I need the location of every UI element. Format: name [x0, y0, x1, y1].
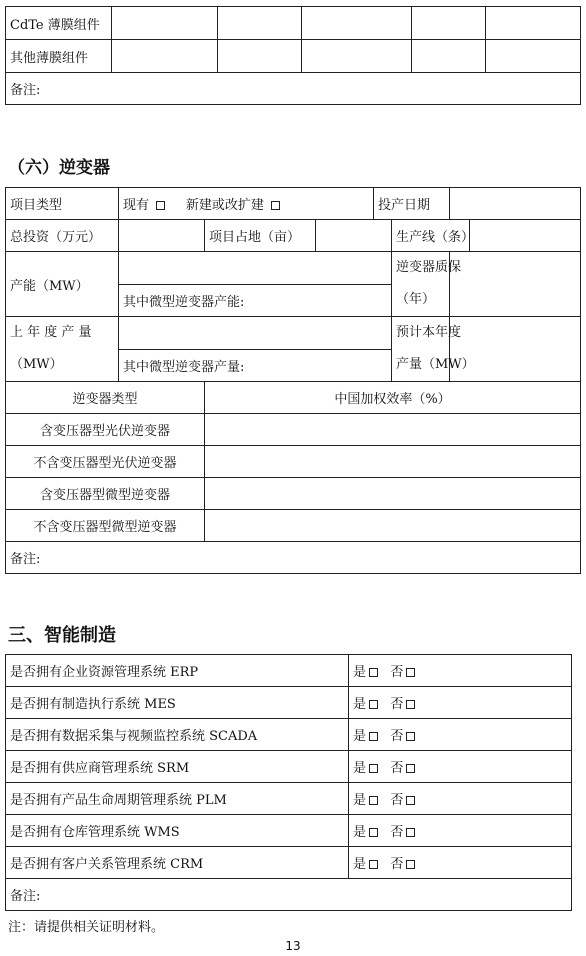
table-row — [6, 317, 581, 350]
yes-checkbox[interactable] — [369, 828, 378, 837]
warranty-label-line2: （年） — [396, 292, 436, 307]
new-or-expand-label: 新建或改扩建 — [185, 198, 264, 213]
system-question-label: 是否拥有供应商管理系统 SRM — [6, 751, 349, 783]
remark-label[interactable]: 备注: — [6, 73, 581, 105]
table-cell[interactable] — [486, 7, 581, 40]
yes-checkbox[interactable] — [369, 764, 378, 773]
table-cell[interactable] — [112, 40, 218, 73]
micro-capacity-label[interactable]: 其中微型逆变器产能: — [119, 284, 392, 317]
no-checkbox[interactable] — [406, 732, 415, 741]
table-row — [6, 478, 581, 510]
table-cell[interactable] — [218, 7, 302, 40]
table-row — [6, 40, 581, 73]
system-question-label: 是否拥有企业资源管理系统 ERP — [6, 655, 349, 687]
table-row — [6, 510, 581, 542]
inverter-type-label: 不含变压器型光伏逆变器 — [6, 446, 205, 478]
no-checkbox[interactable] — [406, 668, 415, 677]
spacer — [378, 857, 390, 872]
system-question-label: 是否拥有客户关系管理系统 CRM — [6, 847, 349, 879]
yes-no-options — [349, 719, 572, 751]
new-or-expand-checkbox[interactable] — [271, 201, 280, 210]
footnote: 注：请提供相关证明材料。 — [8, 920, 165, 935]
forecast-label-line2: 产量（MW） — [396, 357, 475, 372]
yes-checkbox[interactable] — [369, 732, 378, 741]
system-question-label: 是否拥有数据采集与视频监控系统 SCADA — [6, 719, 349, 751]
system-question-label: 是否拥有仓库管理系统 WMS — [6, 815, 349, 847]
no-label: 否 — [390, 825, 404, 840]
table-row — [6, 446, 581, 478]
lines-label: 生产线（条） — [392, 220, 470, 252]
efficiency-value[interactable] — [205, 478, 581, 510]
spacer — [378, 697, 390, 712]
yes-checkbox[interactable] — [369, 796, 378, 805]
table-cell[interactable] — [218, 40, 302, 73]
yes-label: 是 — [353, 857, 367, 872]
table-row — [6, 7, 581, 40]
yes-checkbox[interactable] — [369, 668, 378, 677]
remark-row — [6, 73, 581, 105]
table-row — [6, 414, 581, 446]
warranty-value[interactable] — [450, 252, 581, 317]
table-row — [6, 751, 572, 783]
land-value[interactable] — [316, 220, 392, 252]
existing-checkbox[interactable] — [156, 201, 165, 210]
table-cell[interactable] — [412, 40, 486, 73]
yes-label: 是 — [353, 665, 367, 680]
no-checkbox[interactable] — [406, 700, 415, 709]
no-label: 否 — [390, 857, 404, 872]
no-checkbox[interactable] — [406, 860, 415, 869]
yes-no-options — [349, 751, 572, 783]
inverter-type-label: 含变压器型微型逆变器 — [6, 478, 205, 510]
no-label: 否 — [390, 665, 404, 680]
remark-label[interactable]: 备注: — [6, 542, 581, 574]
yes-no-options — [349, 655, 572, 687]
inverter-type-label: 含变压器型光伏逆变器 — [6, 414, 205, 446]
table-cell[interactable] — [112, 7, 218, 40]
table-cell[interactable] — [302, 7, 412, 40]
warranty-label-line1: 逆变器质保 — [396, 260, 462, 275]
lines-value[interactable] — [470, 220, 581, 252]
table-row — [6, 252, 581, 285]
efficiency-value[interactable] — [205, 414, 581, 446]
yes-label: 是 — [353, 793, 367, 808]
forecast-output-label — [392, 317, 475, 382]
project-type-label: 项目类型 — [6, 188, 119, 220]
table-row — [6, 687, 572, 719]
thin-film-table — [5, 6, 581, 105]
total-investment-label: 总投资（万元） — [6, 220, 119, 252]
page-number: 13 — [285, 939, 301, 953]
yes-no-options — [349, 847, 572, 879]
last-year-output-line1: 上 年 度 产 量 — [10, 325, 92, 340]
inverter-type-label: 不含变压器型微型逆变器 — [6, 510, 205, 542]
table-row — [6, 815, 572, 847]
no-label: 否 — [390, 697, 404, 712]
no-label: 否 — [390, 729, 404, 744]
efficiency-value[interactable] — [205, 446, 581, 478]
capacity-value[interactable] — [119, 252, 392, 285]
row-label: 其他薄膜组件 — [6, 40, 112, 73]
yes-no-options — [349, 783, 572, 815]
spacer — [378, 665, 390, 680]
forecast-label-line1: 预计本年度 — [396, 325, 462, 340]
efficiency-header: 中国加权效率（%） — [205, 382, 581, 414]
yes-label: 是 — [353, 761, 367, 776]
yes-checkbox[interactable] — [369, 860, 378, 869]
type-header: 逆变器类型 — [6, 382, 205, 414]
remark-label[interactable]: 备注: — [6, 879, 572, 911]
yes-label: 是 — [353, 729, 367, 744]
section-heading-smart-manufacturing: 三、智能制造 — [8, 625, 116, 646]
spacer — [378, 793, 390, 808]
spacer — [378, 825, 390, 840]
no-checkbox[interactable] — [406, 796, 415, 805]
table-row — [6, 188, 581, 220]
last-year-output-label — [6, 317, 119, 382]
table-row — [6, 719, 572, 751]
start-date-label: 投产日期 — [374, 188, 450, 220]
no-checkbox[interactable] — [406, 764, 415, 773]
yes-no-options — [349, 815, 572, 847]
efficiency-value[interactable] — [205, 510, 581, 542]
table-row — [6, 847, 572, 879]
smart-manufacturing-table — [5, 654, 572, 911]
last-year-output-value[interactable] — [119, 317, 392, 350]
land-label: 项目占地（亩） — [205, 220, 316, 252]
no-label: 否 — [390, 761, 404, 776]
table-cell[interactable] — [302, 40, 412, 73]
table-row — [6, 220, 581, 252]
section-heading-inverter: （六）逆变器 — [8, 158, 110, 178]
remark-row — [6, 879, 572, 911]
spacer — [378, 729, 390, 744]
yes-checkbox[interactable] — [369, 700, 378, 709]
spacer — [378, 761, 390, 776]
total-investment-value[interactable] — [119, 220, 205, 252]
project-type-options — [119, 188, 374, 220]
inverter-table — [5, 187, 581, 574]
micro-output-label[interactable]: 其中微型逆变器产量: — [119, 349, 392, 382]
system-question-label: 是否拥有制造执行系统 MES — [6, 687, 349, 719]
start-date-value[interactable] — [450, 188, 581, 220]
table-header-row — [6, 382, 581, 414]
existing-label: 现有 — [123, 198, 150, 213]
yes-label: 是 — [353, 825, 367, 840]
yes-no-options — [349, 687, 572, 719]
table-row — [6, 655, 572, 687]
table-cell[interactable] — [486, 40, 581, 73]
capacity-label: 产能（MW） — [6, 252, 119, 317]
row-label: CdTe 薄膜组件 — [6, 7, 112, 40]
system-question-label: 是否拥有产品生命周期管理系统 PLM — [6, 783, 349, 815]
warranty-label — [392, 252, 462, 317]
no-checkbox[interactable] — [406, 828, 415, 837]
yes-label: 是 — [353, 697, 367, 712]
remark-row — [6, 542, 581, 574]
no-label: 否 — [390, 793, 404, 808]
table-cell[interactable] — [412, 7, 486, 40]
table-row — [6, 783, 572, 815]
last-year-output-line2: （MW） — [10, 357, 63, 372]
